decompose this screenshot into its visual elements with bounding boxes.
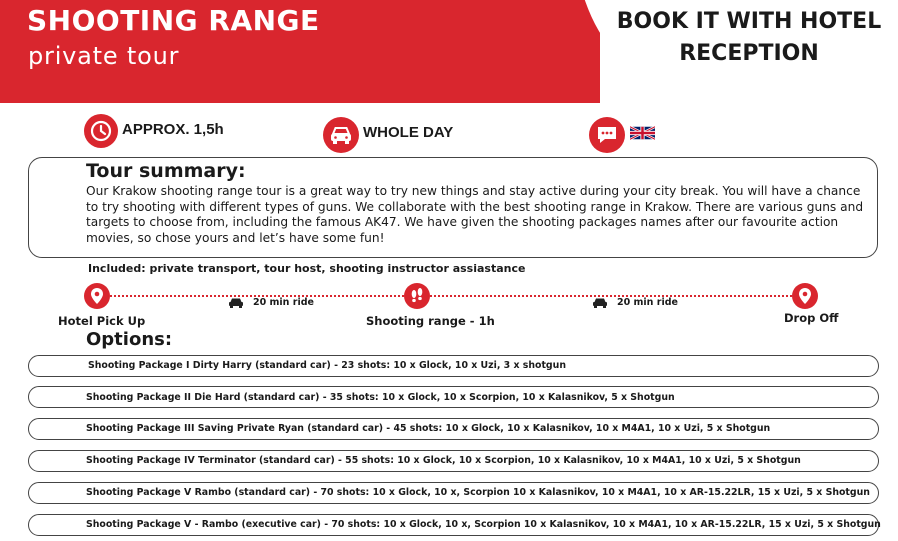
package-label: Shooting Package II Die Hard (standard car) - 35 shots: 10 x Glock, 10 x Scorpion, 10 x Kalasnikov, 5 x Shotgun	[86, 392, 675, 403]
ride-duration-2: 20 min ride	[617, 297, 678, 308]
package-label: Shooting Package III Saving Private Ryan (standard car) - 45 shots: 10 x Glock, 10 x Kalasnikov, 10 x M4A1, 10 x Uzi, 5 x Shotgun	[86, 423, 771, 434]
included-text: Included: private transport, tour host, shooting instructor assiastance	[88, 262, 526, 275]
stop-drop-off: Drop Off	[784, 311, 839, 325]
ride-segment-1	[228, 297, 314, 308]
options-title: Options:	[86, 329, 173, 350]
package-label: Shooting Package V - Rambo (executive car) - 70 shots: 10 x Glock, 10 x, Scorpion 10 x Kalasnikov, 10 x M4A1, 10 x AR-15.22LR, 15 x Uzi, 5 x Shotgun	[86, 519, 881, 530]
stop-shooting-range: Shooting range - 1h	[366, 314, 495, 328]
transport-text: WHOLE DAY	[363, 124, 454, 141]
ride-segment-2	[592, 297, 678, 308]
stop-hotel-pick-up: Hotel Pick Up	[58, 314, 146, 328]
clock-icon	[84, 114, 118, 148]
map-pin-icon	[84, 283, 110, 309]
booking-note-line-1: BOOK IT WITH HOTEL	[616, 9, 882, 34]
footprints-icon	[404, 283, 430, 309]
car-icon	[228, 297, 244, 308]
booking-note-line-2: RECEPTION	[679, 41, 819, 66]
map-pin-icon	[792, 283, 818, 309]
package-label: Shooting Package IV Terminator (standard car) - 55 shots: 10 x Glock, 10 x Scorpion, 10 x Kalasnikov, 10 x M4A1, 10 x Uzi, 5 x Shotgun	[86, 455, 801, 466]
booking-note	[600, 6, 898, 70]
ride-duration-1: 20 min ride	[253, 297, 314, 308]
package-label: Shooting Package V Rambo (standard car) - 70 shots: 10 x Glock, 10 x, Scorpion 10 x Kalasnikov, 10 x M4A1, 10 x AR-15.22LR, 15 x Uzi, 5 x Shotgun	[86, 487, 870, 498]
page-subtitle: private tour	[28, 42, 180, 70]
chat-icon	[589, 117, 625, 153]
route-dotted-line	[110, 295, 804, 297]
car-icon	[323, 117, 359, 153]
uk-flag-icon	[630, 125, 655, 139]
page-title: SHOOTING RANGE	[27, 4, 320, 37]
package-label: Shooting Package I Dirty Harry (standard car) - 23 shots: 10 x Glock, 10 x Uzi, 3 x shotgun	[88, 360, 566, 371]
car-icon	[592, 297, 608, 308]
summary-title: Tour summary:	[86, 160, 246, 182]
duration-text: APPROX. 1,5h	[122, 121, 224, 138]
summary-text: Our Krakow shooting range tour is a great way to try new things and stay active during your city break. You will have a chance to try shooting with different types of guns. We collaborate with the best shooting range in Krakow. There are various guns and targets to choose from, including the famous AK47. We have given the shooting packages names after our favourite action movies, so chose yours and let’s have some fun!	[86, 184, 864, 245]
